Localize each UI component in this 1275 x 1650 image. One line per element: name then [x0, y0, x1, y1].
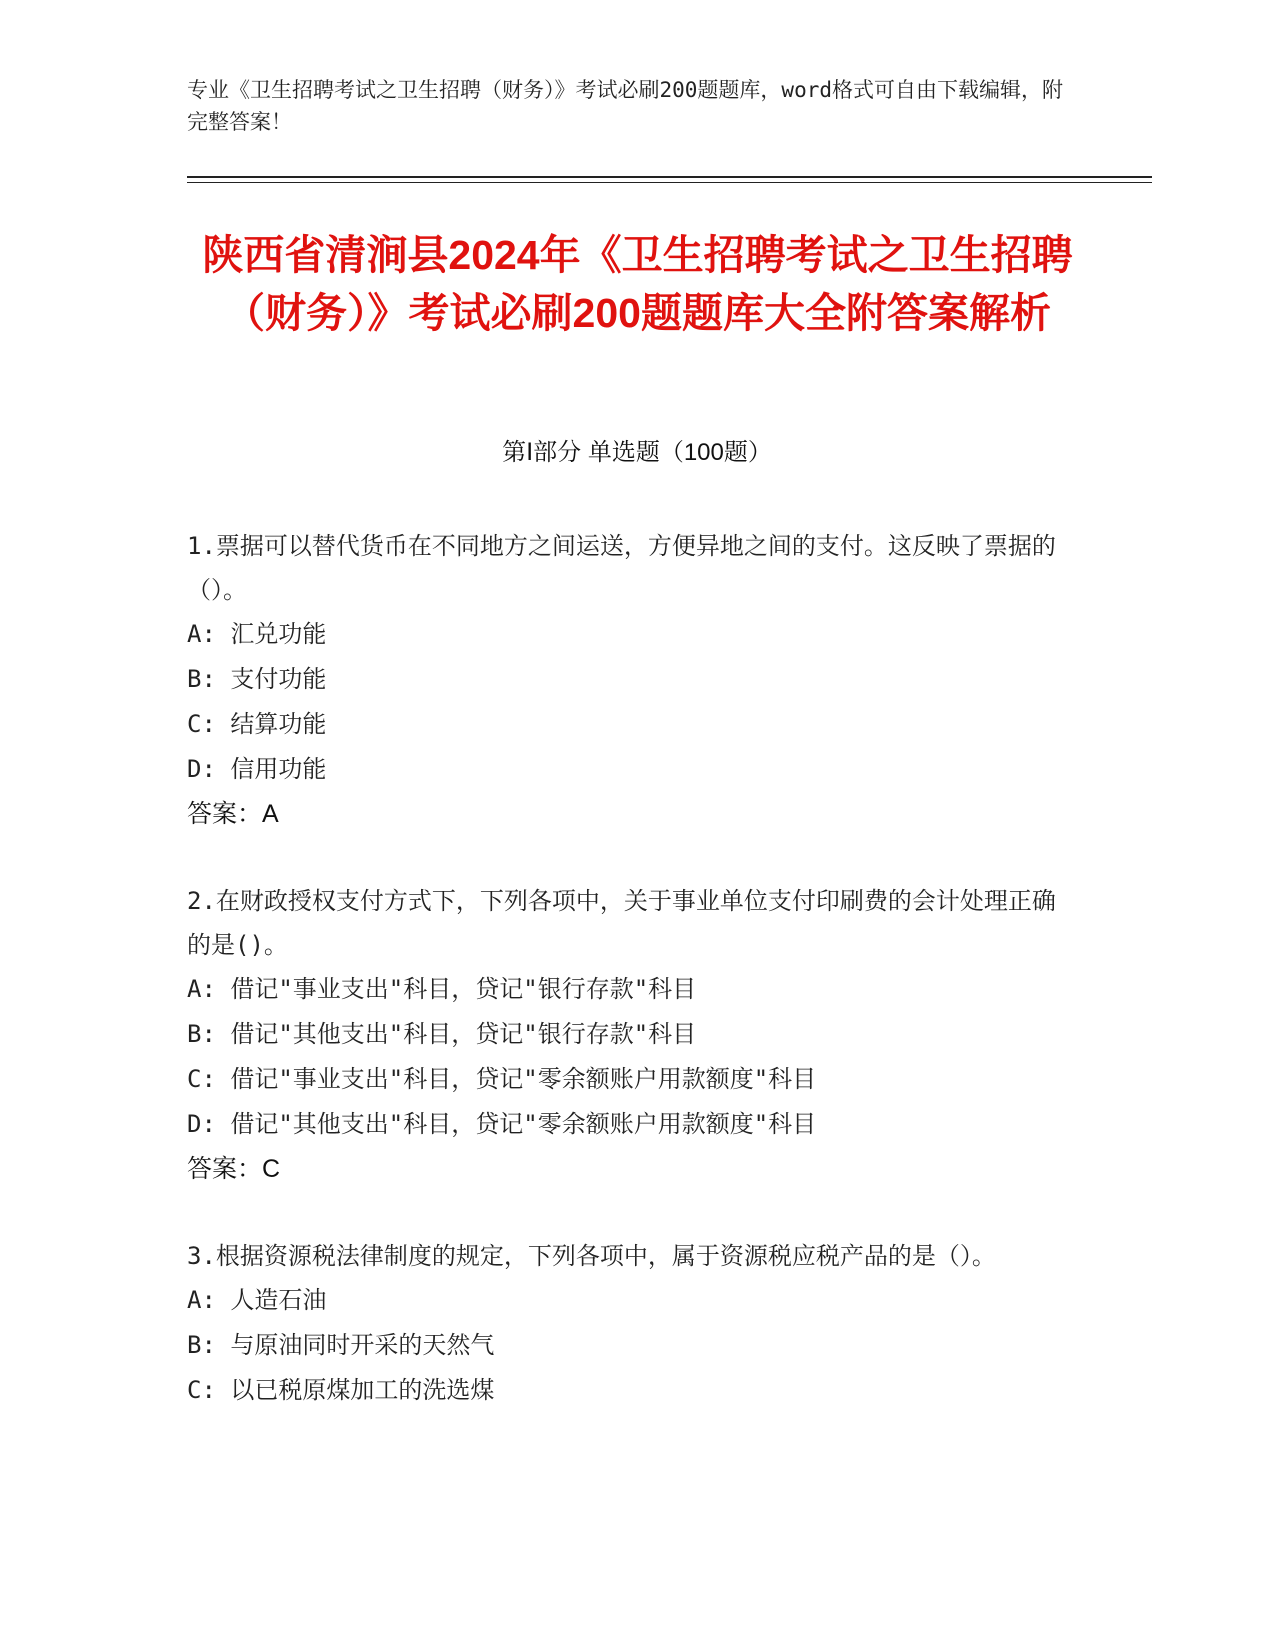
option-a: A: 汇兑功能	[187, 620, 327, 648]
option-c: C: 以已税原煤加工的洗选煤	[187, 1376, 495, 1404]
question-2	[187, 879, 1057, 1192]
section-heading: 第Ⅰ部分 单选题（100题）	[502, 439, 772, 466]
option-c: C: 结算功能	[187, 710, 327, 738]
document-title: 陕西省清涧县2024年《卫生招聘考试之卫生招聘（财务）》考试必刷200题题库大全附答案解析	[202, 232, 1073, 336]
option-b: B: 与原油同时开采的天然气	[187, 1331, 495, 1359]
header-rule-thin	[187, 182, 1152, 183]
option-b: B: 支付功能	[187, 665, 327, 693]
answer-line: 答案：A	[187, 800, 279, 828]
header-note: 专业《卫生招聘考试之卫生招聘（财务）》考试必刷200题题库，word格式可自由下载编辑，附完整答案！	[187, 78, 1063, 134]
answer-line: 答案：C	[187, 1155, 281, 1183]
option-d: D: 信用功能	[187, 755, 327, 783]
question-stem: 2.在财政授权支付方式下，下列各项中，关于事业单位支付印刷费的会计处理正确的是()。	[187, 887, 1056, 959]
question-list	[187, 524, 1057, 1455]
question-3	[187, 1234, 1057, 1413]
option-d: D: 借记"其他支出"科目，贷记"零余额账户用款额度"科目	[187, 1110, 817, 1138]
option-c: C: 借记"事业支出"科目，贷记"零余额账户用款额度"科目	[187, 1065, 817, 1093]
question-stem: 3.根据资源税法律制度的规定，下列各项中，属于资源税应税产品的是（）。	[187, 1242, 996, 1270]
option-a: A: 人造石油	[187, 1286, 327, 1314]
option-b: B: 借记"其他支出"科目，贷记"银行存款"科目	[187, 1020, 697, 1048]
header-rule-thick	[187, 176, 1152, 178]
question-stem: 1.票据可以替代货币在不同地方之间运送，方便异地之间的支付。这反映了票据的（）。	[187, 532, 1056, 604]
question-1	[187, 524, 1057, 837]
option-a: A: 借记"事业支出"科目，贷记"银行存款"科目	[187, 975, 697, 1003]
